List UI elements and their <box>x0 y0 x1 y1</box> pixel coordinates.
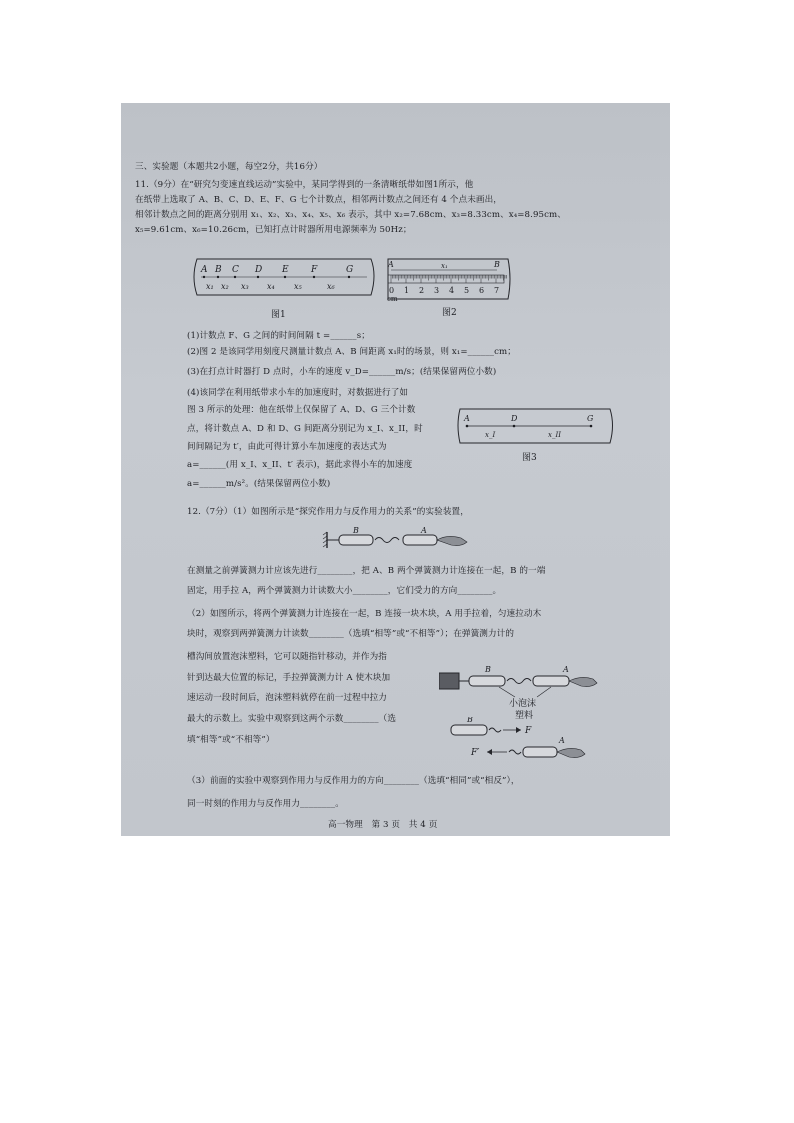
page-footer: 高一物理 第 3 页 共 4 页 <box>328 820 438 830</box>
foam-label: 小泡沫 <box>509 699 537 709</box>
force-f-prime-label: F′ <box>471 748 480 758</box>
fig3-point-label: G <box>587 414 594 423</box>
spring-scale-a-label: A <box>559 736 565 745</box>
q12-line: 速运动一段时间后，泡沫塑料就停在前一过程中拉力 <box>187 693 387 703</box>
ruler-number: 0 <box>389 286 395 295</box>
q12-line: 12.（7分）（1）如图所示是“探究作用力与反作用力的关系”的实验装置， <box>187 507 469 517</box>
fig3-segment-label: x_II <box>548 431 561 439</box>
fig1-point-label: F <box>311 265 318 275</box>
figure-2-ruler <box>384 253 514 331</box>
spring-scale-a-label: A <box>563 665 569 674</box>
fig3-point-label: D <box>511 414 518 423</box>
section-title: 三、实验题（本题共2小题，每空2分，共16分） <box>135 162 323 172</box>
figure-force-pair <box>431 717 601 767</box>
force-f-label: F <box>525 726 532 736</box>
q12-line: （3）前面的实验中观察到作用力与反作用力的方向________（选填“相同”或“相反”）， <box>187 776 520 786</box>
fig1-segment-label: x₃ <box>241 282 249 291</box>
ruler-number: 7 <box>494 286 500 295</box>
q11-item: (2)图 2 是该同学用刻度尺测量计数点 A、B 间距离 x₁时的场景，则 x₁=______cm； <box>187 347 516 357</box>
fig3-caption: 图3 <box>522 453 537 463</box>
fig1-point-label: C <box>232 265 239 275</box>
fig1-point-label: E <box>282 265 289 275</box>
q12-line: 最大的示数上。实验中观察到这两个示数________（选 <box>187 714 397 724</box>
q11-intro-line: 11.（9分）在“研究匀变速直线运动”实验中，某同学得到的一条清晰纸带如图1所示，他 <box>135 180 474 190</box>
q11-item: a=______m/s²。(结果保留两位小数) <box>187 479 331 489</box>
q12-line: 在测量之前弹簧测力计应该先进行________，把 A、B 两个弹簧测力计连接在一起，B 的一端 <box>187 566 546 576</box>
foam-label: 塑料 <box>515 711 534 721</box>
q11-item: (4)该同学在利用纸带求小车的加速度时，对数据进行了如 <box>187 388 409 398</box>
fig2-point-a: A <box>388 260 394 269</box>
fig1-segment-label: x₄ <box>267 282 275 291</box>
ruler-unit: cm <box>387 295 398 303</box>
figure-spring-scales-1 <box>321 526 471 554</box>
fig1-segment-label: x₆ <box>327 282 335 291</box>
figure-3-tape <box>456 407 616 465</box>
ruler-number: 2 <box>419 286 425 295</box>
fig2-point-b: B <box>494 260 500 269</box>
ruler-number: 3 <box>434 286 440 295</box>
spring-scale-b-label: B <box>353 526 359 535</box>
q11-item: 间间隔记为 t′，由此可得计算小车加速度的表达式为 <box>187 442 387 452</box>
fig3-point-label: A <box>464 414 470 423</box>
ruler-number: 6 <box>479 286 485 295</box>
q12-line: 槽沟间放置泡沫塑料，它可以随指针移动，并作为指 <box>187 652 387 662</box>
spring-scale-b-label: B <box>485 665 491 674</box>
q12-line: 同一时刻的作用力与反作用力________。 <box>187 799 344 809</box>
ruler-number: 4 <box>449 286 455 295</box>
q12-line: 针到达最大位置的标记，手拉弹簧测力计 A 使木块加 <box>187 673 391 683</box>
scanned-exam-photo <box>121 103 670 836</box>
fig2-span-label: x₁ <box>441 262 448 270</box>
q12-line: 块时，观察到两弹簧测力计读数________（选填“相等”或“不相等”）；在弹簧测力计的 <box>187 629 515 639</box>
q11-item: (3)在打点计时器打 D 点时，小车的速度 v_D=______m/s；(结果保留两位小数) <box>187 367 497 377</box>
ruler-number: 5 <box>464 286 470 295</box>
q12-line: 固定，用手拉 A，两个弹簧测力计读数大小________，它们受力的方向________。 <box>187 586 502 596</box>
fig1-caption: 图1 <box>271 310 286 320</box>
fig1-segment-label: x₂ <box>221 282 229 291</box>
spring-scale-b-label: B <box>467 717 473 724</box>
fig1-point-label: D <box>255 265 263 275</box>
fig2-caption: 图2 <box>442 308 457 318</box>
fig1-segment-label: x₁ <box>206 282 214 291</box>
q11-intro-line: x₅=9.61cm、x₆=10.26cm，已知打点计时器所用电源频率为 50Hz； <box>135 225 412 235</box>
q11-item: 点，将计数点 A、D 和 D、G 间距离分别记为 x_I、x_II，时 <box>187 424 423 434</box>
fig1-point-label: B <box>215 265 222 275</box>
q11-intro-line: 相邻计数点之间的距离分别用 x₁、x₂、x₃、x₄、x₅、x₆ 表示，其中 x₂=7.68cm、x₃=8.33cm、x₄=8.95cm、 <box>135 210 566 220</box>
fig1-segment-label: x₅ <box>294 282 302 291</box>
ruler-number: 1 <box>404 286 410 295</box>
q11-item: (1)计数点 F、G 之间的时间间隔 t =______s； <box>187 331 370 341</box>
fig3-segment-label: x_I <box>485 431 496 439</box>
spring-scale-a-label: A <box>421 526 427 535</box>
q11-item: a=______(用 x_I、x_II、t′ 表示)，据此求得小车的加速度 <box>187 460 413 470</box>
fig1-point-label: A <box>201 265 208 275</box>
q11-item: 图 3 所示的处理：他在纸带上仅保留了 A、D、G 三个计数 <box>187 405 416 415</box>
q11-intro-line: 在纸带上选取了 A、B、C、D、E、F、G 七个计数点，相邻两计数点之间还有 4 个点未画出， <box>135 195 502 205</box>
fig1-point-label: G <box>346 265 354 275</box>
q12-line: （2）如图所示，将两个弹簧测力计连接在一起，B 连接一块木块，A 用手拉着，匀速拉动木 <box>187 609 542 619</box>
q12-line: 填“相等”或“不相等”） <box>187 735 275 745</box>
figure-1-tape <box>191 255 377 331</box>
